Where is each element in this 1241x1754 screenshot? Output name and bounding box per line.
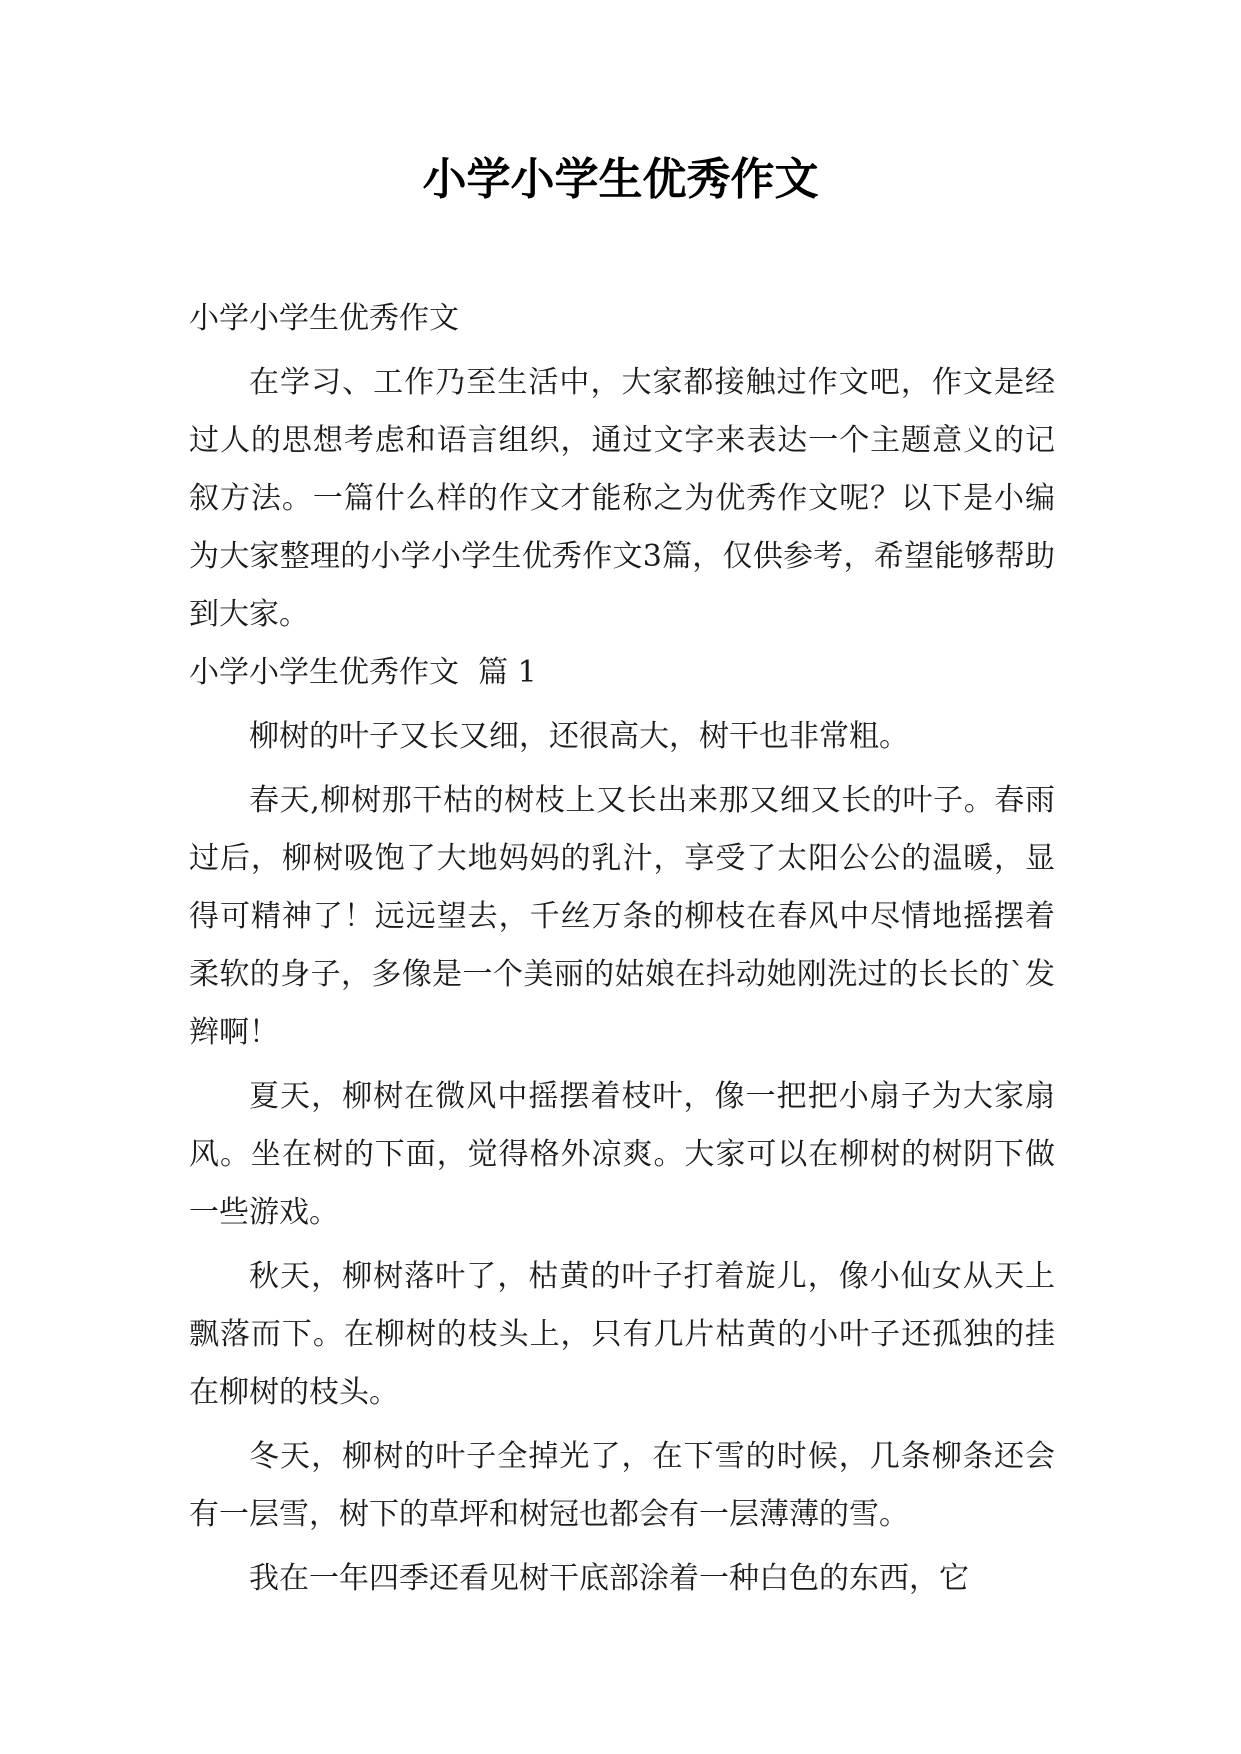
body-paragraph: 我在一年四季还看见树干底部涂着一种白色的东西，它 — [249, 1561, 969, 1596]
body-paragraph: 柳树的叶子又长又细，还很高大，树干也非常粗。 — [249, 719, 909, 754]
intro-paragraph: 在学习、工作乃至生活中，大家都接触过作文吧，作文是经过人的思想考虑和语言组织，通过文字来表达一个主题意义的记叙方法。一篇什么样的作文才能称之为优秀作文呢？以下是小编为大家整理的小学小学生优秀作文3篇，仅供参考，希望能够帮助到大家。 — [189, 365, 1055, 632]
body-paragraph: 夏天，柳树在微风中摇摆着枝叶，像一把把小扇子为大家扇风。坐在树的下面，觉得格外凉爽。大家可以在柳树的树阴下做一些游戏。 — [189, 1079, 1055, 1230]
body-paragraph: 秋天，柳树落叶了，枯黄的叶子打着旋儿，像小仙女从天上飘落而下。在柳树的枝头上，只有几片枯黄的小叶子还孤独的挂在柳树的枝头。 — [189, 1259, 1055, 1410]
document-title: 小学小学生优秀作文 — [422, 154, 819, 205]
document-subtitle: 小学小学生优秀作文 — [189, 301, 459, 336]
body-paragraph: 春天,柳树那干枯的树枝上又长出来那又细又长的叶子。春雨过后，柳树吸饱了大地妈妈的乳汁，享受了太阳公公的温暖，显得可精神了！远远望去，千丝万条的柳枝在春风中尽情地摇摆着柔软的身子，多像是一个美丽的姑娘在抖动她刚洗过的长长的`发辫啊！ — [189, 783, 1055, 1050]
document-body — [189, 290, 1055, 1608]
body-paragraph: 冬天，柳树的叶子全掉光了，在下雪的时候，几条柳条还会有一层雪，树下的草坪和树冠也都会有一层薄薄的雪。 — [189, 1439, 1055, 1532]
section-heading: 小学小学生优秀作文 篇 1 — [189, 655, 537, 690]
